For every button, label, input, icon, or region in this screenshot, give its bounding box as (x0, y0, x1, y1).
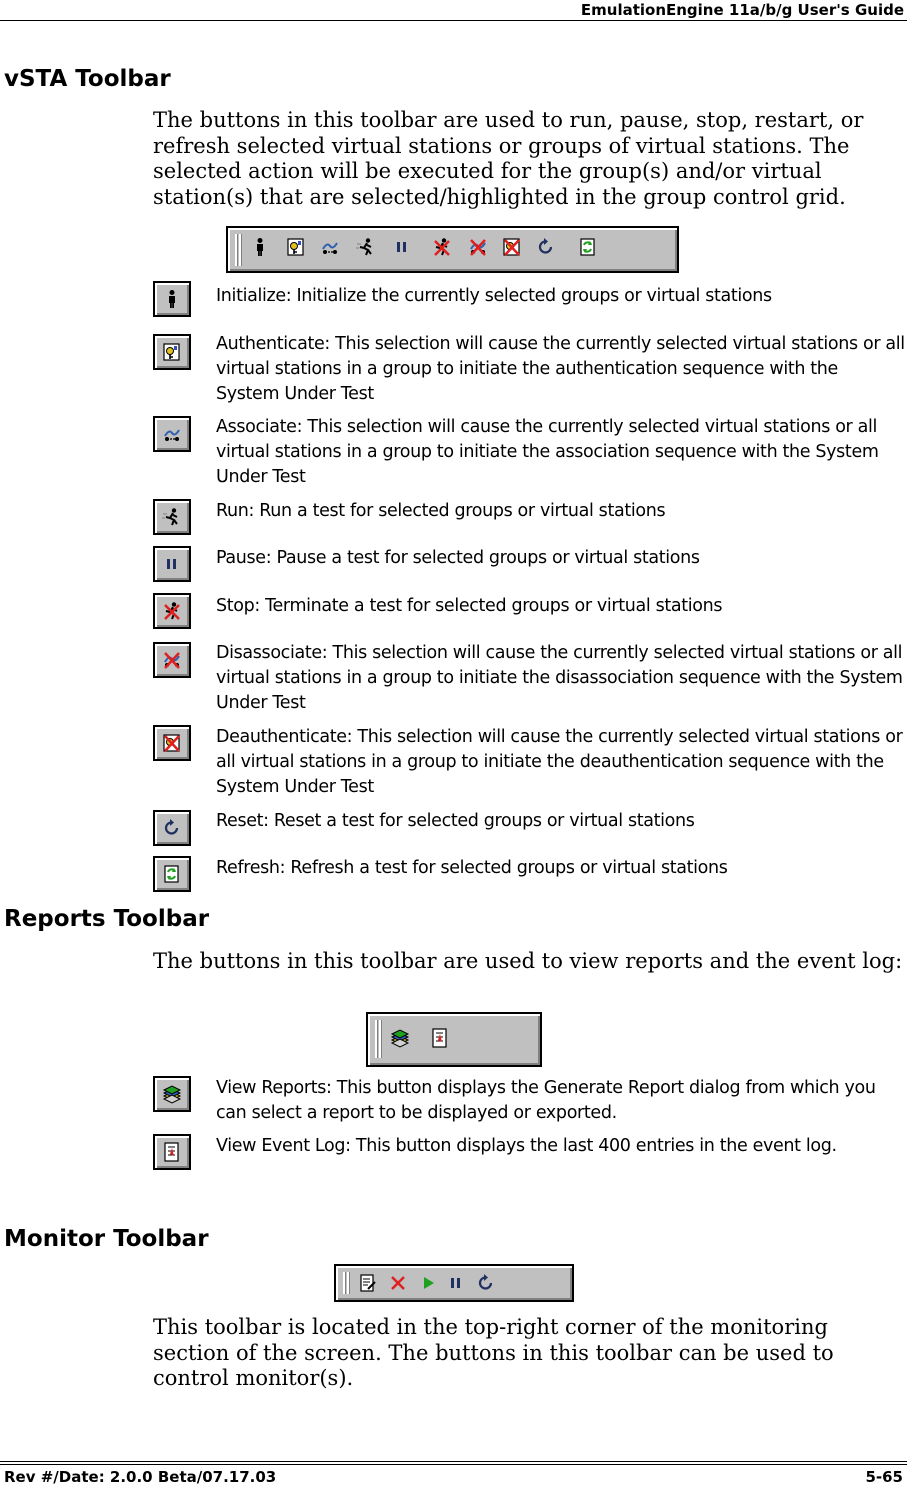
run-description: Run: Run a test for selected groups or virtual stations (216, 501, 666, 521)
view-reports-button[interactable] (153, 1076, 191, 1112)
stop-description: Stop: Terminate a test for selected groups or virtual stations (216, 596, 723, 616)
refresh-button[interactable] (153, 856, 191, 892)
monitor-toolbar (334, 1264, 574, 1302)
authenticate-button[interactable] (153, 334, 191, 370)
toolbar-grip[interactable] (235, 234, 238, 266)
associate-button[interactable] (153, 416, 191, 452)
initialize-icon (162, 289, 182, 309)
view-event-log-icon[interactable] (430, 1028, 450, 1048)
toolbar-grip[interactable] (347, 1272, 350, 1294)
header-rule (0, 20, 907, 21)
view-event-log-icon (162, 1142, 182, 1162)
reset-button[interactable] (153, 810, 191, 846)
deauthenticate-button[interactable] (153, 725, 191, 761)
toolbar-grip[interactable] (343, 1272, 346, 1294)
toolbar-grip[interactable] (239, 234, 242, 266)
run-button[interactable] (153, 499, 191, 535)
authenticate-icon (162, 342, 182, 362)
disassociate-icon[interactable] (468, 237, 488, 257)
reports-intro: The buttons in this toolbar are used to view reports and the event log: (153, 949, 903, 973)
page-number: 5-65 (865, 1468, 903, 1486)
disassociate-icon (162, 650, 182, 670)
vsta-heading: vSTA Toolbar (4, 66, 171, 92)
refresh-icon (162, 864, 182, 884)
run-icon (162, 507, 182, 527)
initialize-button[interactable] (153, 281, 191, 317)
reports-toolbar (366, 1012, 542, 1067)
header-title: EmulationEngine 11a/b/g User's Guide (580, 1, 904, 19)
associate-icon[interactable] (320, 237, 340, 257)
initialize-description: Initialize: Initialize the currently selected groups or virtual stations (216, 286, 772, 306)
stop-icon[interactable] (432, 237, 452, 257)
view-reports-icon[interactable] (390, 1028, 410, 1048)
view-reports-icon (162, 1084, 182, 1104)
initialize-icon[interactable] (250, 237, 270, 257)
footer-rule (0, 1464, 907, 1465)
associate-description: Associate: This selection will cause the currently selected virtual stations or all virtual stations in a group to initiate the association sequence with the System Under Test (216, 417, 879, 487)
vsta-intro: The buttons in this toolbar are used to run, pause, stop, restart, or refresh selected virtual stations or groups of virtual stations. The selected action will be executed for the group(s) and/or virtual station(s) that are selected/highlighted in the group control grid. (153, 108, 864, 209)
stop-button[interactable] (153, 593, 191, 629)
delete-monitor-icon[interactable] (388, 1273, 408, 1293)
pause-description: Pause: Pause a test for selected groups or virtual stations (216, 548, 700, 568)
edit-monitor-icon[interactable] (358, 1273, 378, 1293)
deauthenticate-description: Deauthenticate: This selection will cause the currently selected virtual stations or all virtual stations in a group to initiate the deauthentication sequence with the System Under Test (216, 727, 903, 797)
pause-button[interactable] (153, 546, 191, 582)
toolbar-grip[interactable] (379, 1020, 382, 1058)
reset-icon (162, 818, 182, 838)
disassociate-description: Disassociate: This selection will cause the currently selected virtual stations or all virtual stations in a group to initiate the disassociation sequence with the System Under Test (216, 643, 903, 713)
deauthenticate-icon[interactable] (502, 237, 522, 257)
page-footer (4, 1468, 903, 1486)
restart-monitor-icon[interactable] (476, 1273, 496, 1293)
monitor-heading: Monitor Toolbar (4, 1226, 209, 1252)
run-icon[interactable] (356, 237, 376, 257)
disassociate-button[interactable] (153, 642, 191, 678)
reset-icon[interactable] (536, 237, 556, 257)
reports-heading: Reports Toolbar (4, 906, 210, 932)
start-monitor-icon[interactable] (418, 1273, 438, 1293)
deauthenticate-icon (162, 733, 182, 753)
view-event-log-description: View Event Log: This button displays the last 400 entries in the event log. (216, 1136, 837, 1156)
refresh-icon[interactable] (578, 237, 598, 257)
reset-description: Reset: Reset a test for selected groups or virtual stations (216, 811, 695, 831)
toolbar-grip[interactable] (375, 1020, 378, 1058)
stop-icon (162, 601, 182, 621)
pause-icon[interactable] (392, 237, 412, 257)
footer-rule (0, 1461, 907, 1462)
view-event-log-button[interactable] (153, 1134, 191, 1170)
authenticate-description: Authenticate: This selection will cause the currently selected virtual stations or all virtual stations in a group to initiate the authentication sequence with the System Under Test (216, 334, 905, 404)
vsta-toolbar (226, 226, 679, 273)
pause-icon (162, 554, 182, 574)
monitor-intro: This toolbar is located in the top-right corner of the monitoring section of the screen. The buttons in this toolbar can be used to control monitor(s). (153, 1315, 834, 1390)
pause-monitor-icon[interactable] (446, 1273, 466, 1293)
authenticate-icon[interactable] (286, 237, 306, 257)
refresh-description: Refresh: Refresh a test for selected groups or virtual stations (216, 858, 728, 878)
page-header (0, 0, 907, 20)
footer-revision: Rev #/Date: 2.0.0 Beta/07.17.03 (4, 1468, 277, 1486)
view-reports-description: View Reports: This button displays the Generate Report dialog from which you can select a report to be displayed or exported. (216, 1078, 876, 1123)
associate-icon (162, 424, 182, 444)
